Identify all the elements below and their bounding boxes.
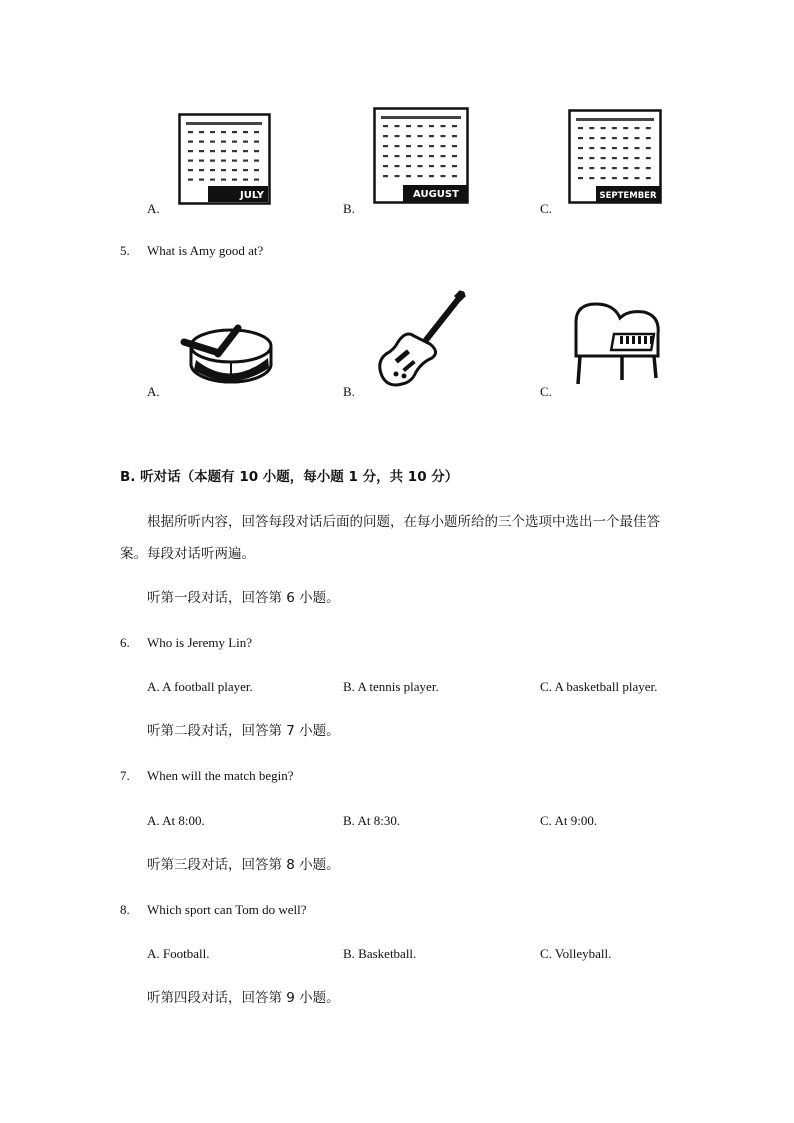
calendar-day-mark — [406, 155, 411, 157]
q7-question: When will the match begin? — [147, 768, 294, 783]
calendar-day-mark — [646, 157, 651, 159]
q6-number: 6. — [120, 635, 130, 650]
section-b-heading: B. 听对话（本题有 10 小题，每小题 1 分，共 10 分） — [120, 469, 459, 485]
calendar-day-mark — [199, 150, 204, 152]
calendar-day-mark — [210, 131, 215, 133]
calendar-july-icon — [178, 113, 271, 205]
q5-option-c-letter: C. — [540, 384, 552, 399]
section-b-instruction-line1: 根据所听内容，回答每段对话后面的问题，在每小题所给的三个选项中选出一个最佳答 — [147, 514, 660, 530]
calendar-day-mark — [441, 135, 446, 137]
calendar-day-mark — [441, 175, 446, 177]
calendar-day-mark — [601, 147, 606, 149]
calendar-day-mark — [441, 125, 446, 127]
calendar-day-mark — [188, 169, 193, 171]
guitar-icon — [376, 288, 468, 394]
q7-option-c[interactable]: C. At 9:00. — [540, 813, 598, 828]
calendar-day-mark — [221, 141, 226, 143]
calendar-day-mark — [418, 135, 423, 137]
calendar-day-mark — [221, 131, 226, 133]
calendar-september-label: SEPTEMBER — [599, 191, 657, 201]
q5-option-b-letter: B. — [343, 384, 355, 399]
q6-option-c[interactable]: C. A basketball player. — [540, 679, 658, 694]
calendar-day-mark — [406, 165, 411, 167]
calendar-day-mark — [232, 160, 237, 162]
q7-option-a[interactable]: A. At 8:00. — [147, 813, 205, 828]
calendar-day-mark — [623, 167, 628, 169]
calendar-day-mark — [395, 125, 400, 127]
section-b-instruction-line2: 案。每段对话听两遍。 — [120, 546, 255, 562]
calendar-day-mark — [429, 155, 434, 157]
calendar-day-mark — [199, 179, 204, 181]
calendar-day-mark — [646, 167, 651, 169]
calendar-day-mark — [395, 135, 400, 137]
calendar-day-mark — [601, 177, 606, 179]
calendar-july-label: JULY — [240, 190, 264, 201]
calendar-day-mark — [395, 165, 400, 167]
calendar-day-mark — [612, 137, 617, 139]
calendar-day-mark — [210, 160, 215, 162]
calendar-day-mark — [254, 160, 259, 162]
calendar-day-mark — [254, 169, 259, 171]
calendar-day-mark — [452, 155, 457, 157]
calendar-day-mark — [646, 137, 651, 139]
calendar-day-mark — [243, 141, 248, 143]
calendar-day-mark — [429, 125, 434, 127]
calendar-day-mark — [406, 175, 411, 177]
dialog-2-intro: 听第二段对话，回答第 7 小题。 — [147, 723, 340, 739]
calendar-day-mark — [452, 125, 457, 127]
calendar-day-mark — [232, 141, 237, 143]
calendar-day-mark — [623, 177, 628, 179]
calendar-day-mark — [578, 167, 583, 169]
calendar-day-mark — [429, 165, 434, 167]
calendar-day-mark — [221, 169, 226, 171]
calendar-day-mark — [254, 179, 259, 181]
calendar-day-mark — [623, 157, 628, 159]
q5-number: 5. — [120, 243, 130, 258]
calendar-day-mark — [210, 150, 215, 152]
calendar-day-mark — [188, 131, 193, 133]
calendar-day-mark — [589, 177, 594, 179]
calendar-day-mark — [578, 147, 583, 149]
calendar-day-mark — [383, 125, 388, 127]
calendar-day-mark — [199, 141, 204, 143]
calendar-day-mark — [601, 127, 606, 129]
q8-option-c[interactable]: C. Volleyball. — [540, 946, 612, 961]
calendar-day-mark — [418, 165, 423, 167]
calendar-day-mark — [429, 145, 434, 147]
calendar-day-mark — [589, 127, 594, 129]
calendar-day-mark — [188, 160, 193, 162]
calendar-day-mark — [221, 150, 226, 152]
q6-question: Who is Jeremy Lin? — [147, 635, 253, 650]
calendar-day-mark — [232, 169, 237, 171]
calendar-day-mark — [589, 137, 594, 139]
calendar-day-mark — [635, 147, 640, 149]
calendar-day-mark — [254, 141, 259, 143]
calendar-day-mark — [406, 145, 411, 147]
calendar-day-mark — [418, 125, 423, 127]
calendar-day-mark — [452, 145, 457, 147]
calendar-day-mark — [188, 150, 193, 152]
drum-icon — [176, 298, 286, 390]
calendar-day-mark — [589, 147, 594, 149]
q6-option-b[interactable]: B. A tennis player. — [343, 679, 439, 694]
calendar-day-mark — [395, 155, 400, 157]
q4-option-a-letter: A. — [147, 201, 160, 216]
calendar-day-mark — [188, 141, 193, 143]
calendar-day-mark — [210, 169, 215, 171]
calendar-day-mark — [232, 150, 237, 152]
q8-number: 8. — [120, 902, 130, 917]
q4-option-b-letter: B. — [343, 201, 355, 216]
dialog-1-intro: 听第一段对话，回答第 6 小题。 — [147, 590, 340, 606]
calendar-day-mark — [623, 147, 628, 149]
calendar-day-mark — [452, 165, 457, 167]
q6-option-a[interactable]: A. A football player. — [147, 679, 253, 694]
calendar-day-mark — [210, 141, 215, 143]
calendar-day-mark — [612, 177, 617, 179]
calendar-day-mark — [612, 127, 617, 129]
calendar-day-mark — [635, 177, 640, 179]
calendar-day-mark — [188, 179, 193, 181]
calendar-day-mark — [383, 175, 388, 177]
calendar-day-mark — [589, 167, 594, 169]
calendar-day-mark — [199, 131, 204, 133]
calendar-day-mark — [623, 137, 628, 139]
calendar-day-mark — [578, 157, 583, 159]
calendar-day-mark — [418, 155, 423, 157]
calendar-day-mark — [406, 125, 411, 127]
q8-option-b[interactable]: B. Basketball. — [343, 946, 417, 961]
calendar-day-mark — [429, 175, 434, 177]
q7-option-b[interactable]: B. At 8:30. — [343, 813, 401, 828]
calendar-day-mark — [254, 131, 259, 133]
calendar-day-mark — [383, 155, 388, 157]
calendar-day-mark — [221, 160, 226, 162]
calendar-day-mark — [612, 147, 617, 149]
calendar-day-mark — [441, 145, 446, 147]
calendar-day-mark — [232, 179, 237, 181]
calendar-day-mark — [221, 179, 226, 181]
calendar-day-mark — [441, 165, 446, 167]
calendar-day-mark — [243, 169, 248, 171]
q8-option-a[interactable]: A. Football. — [147, 946, 210, 961]
calendar-day-mark — [623, 127, 628, 129]
calendar-day-mark — [243, 160, 248, 162]
calendar-day-mark — [243, 150, 248, 152]
calendar-day-mark — [199, 160, 204, 162]
calendar-day-mark — [635, 137, 640, 139]
calendar-day-mark — [601, 137, 606, 139]
calendar-day-mark — [635, 157, 640, 159]
calendar-day-mark — [210, 179, 215, 181]
calendar-day-mark — [418, 145, 423, 147]
calendar-day-mark — [601, 167, 606, 169]
calendar-day-mark — [395, 175, 400, 177]
calendar-day-mark — [635, 127, 640, 129]
calendar-day-mark — [243, 179, 248, 181]
dialog-3-intro: 听第三段对话，回答第 8 小题。 — [147, 857, 340, 873]
calendar-day-mark — [254, 150, 259, 152]
calendar-day-mark — [612, 167, 617, 169]
q4-option-c-letter: C. — [540, 201, 552, 216]
calendar-day-mark — [243, 131, 248, 133]
calendar-day-mark — [383, 165, 388, 167]
calendar-day-mark — [612, 157, 617, 159]
q5-question: What is Amy good at? — [147, 243, 264, 258]
calendar-day-mark — [441, 155, 446, 157]
calendar-august-icon — [373, 107, 469, 204]
calendar-august-label: AUGUST — [413, 189, 459, 200]
calendar-day-mark — [232, 131, 237, 133]
calendar-day-mark — [601, 157, 606, 159]
q7-number: 7. — [120, 768, 130, 783]
calendar-day-mark — [199, 169, 204, 171]
calendar-day-mark — [383, 145, 388, 147]
calendar-day-mark — [406, 135, 411, 137]
calendar-day-mark — [452, 175, 457, 177]
calendar-day-mark — [395, 145, 400, 147]
calendar-day-mark — [578, 137, 583, 139]
calendar-day-mark — [578, 177, 583, 179]
q8-question: Which sport can Tom do well? — [147, 902, 307, 917]
q5-option-a-letter: A. — [147, 384, 160, 399]
calendar-day-mark — [429, 135, 434, 137]
dialog-4-intro: 听第四段对话，回答第 9 小题。 — [147, 990, 340, 1006]
calendar-day-mark — [418, 175, 423, 177]
calendar-day-mark — [383, 135, 388, 137]
calendar-day-mark — [646, 127, 651, 129]
calendar-day-mark — [578, 127, 583, 129]
calendar-day-mark — [635, 167, 640, 169]
calendar-day-mark — [589, 157, 594, 159]
calendar-day-mark — [646, 177, 651, 179]
calendar-day-mark — [646, 147, 651, 149]
calendar-day-mark — [452, 135, 457, 137]
calendar-september-icon — [568, 109, 662, 204]
piano-icon — [570, 300, 666, 388]
